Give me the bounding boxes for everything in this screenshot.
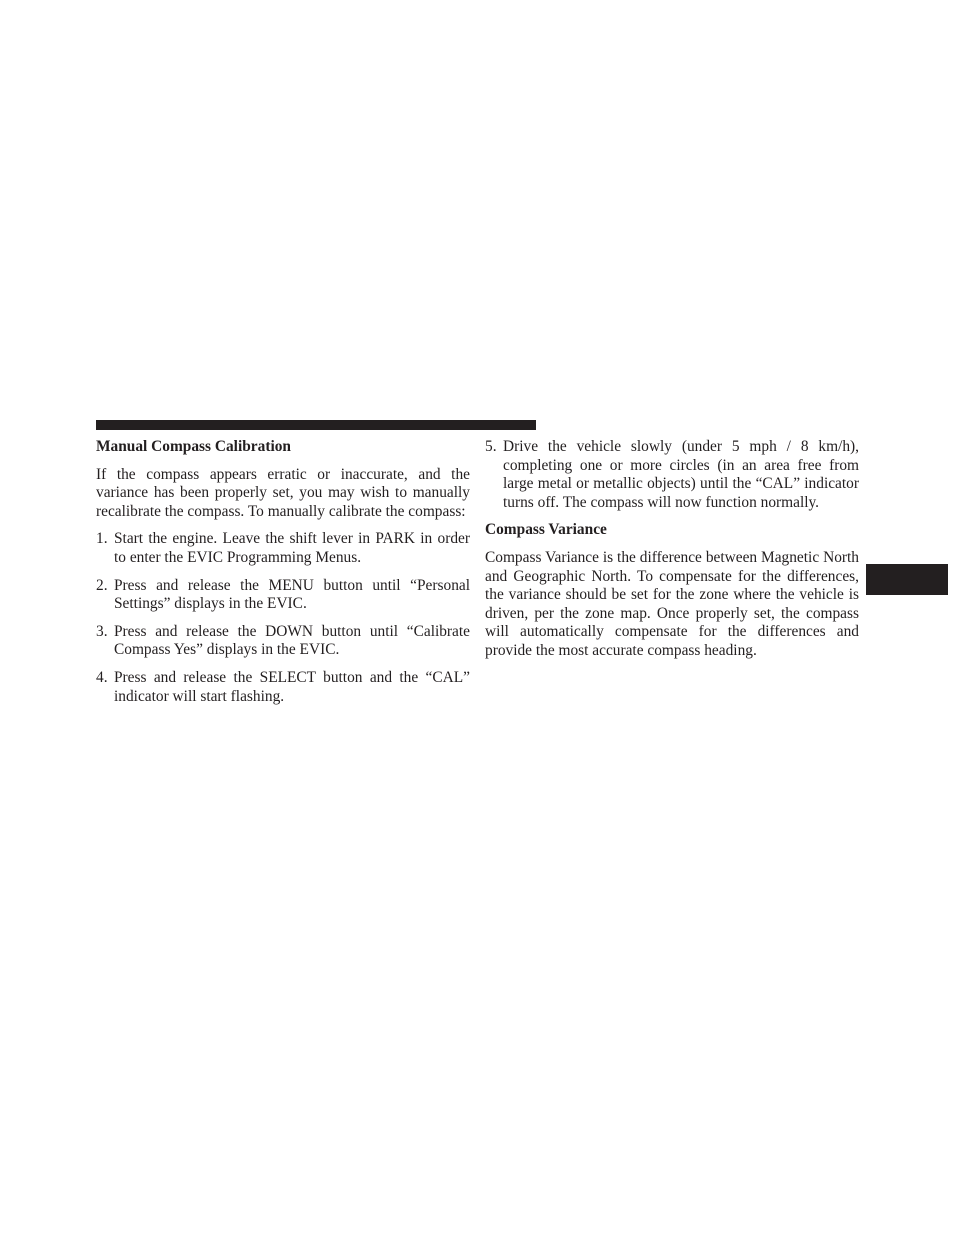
step-number: 5.	[485, 438, 497, 455]
step-item	[96, 669, 470, 706]
step-item	[485, 438, 859, 512]
step-text: Press and release the SELECT button and the “CAL” indicator will start flashing.	[114, 668, 470, 705]
right-column	[485, 438, 859, 670]
step-item	[96, 577, 470, 614]
step-item	[96, 623, 470, 660]
step-number: 4.	[96, 668, 108, 686]
manual-calibration-heading: Manual Compass Calibration	[96, 438, 291, 455]
step-number: 2.	[96, 576, 108, 594]
left-column	[96, 438, 470, 715]
step-number: 3.	[96, 622, 108, 640]
section-top-rule	[96, 420, 536, 430]
compass-variance-heading: Compass Variance	[485, 521, 607, 539]
chapter-side-tab	[866, 564, 948, 595]
manual-calibration-intro: If the compass appears erratic or inaccurate, and the variance has been properly set, you may wish to manually recalibrate the compass. To manually calibrate the compass:	[96, 465, 470, 520]
step-number: 1.	[96, 530, 108, 548]
step-text: Start the engine. Leave the shift lever in PARK in order to enter the EVIC Programming Menus.	[114, 530, 470, 566]
compass-variance-body: Compass Variance is the difference between Magnetic North and Geographic North. To compensate for the differences, the variance should be set for the zone where the vehicle is driven, per the zone map. Once properly set, the compass will automatically compensate for the differences and provide the most accurate compass heading.	[485, 548, 859, 659]
step-text: Press and release the MENU button until “Personal Settings” displays in the EVIC.	[114, 576, 470, 613]
step-text: Press and release the DOWN button until “Calibrate Compass Yes” displays in the EVIC.	[114, 622, 470, 659]
step-item	[96, 530, 470, 567]
step-text: Drive the vehicle slowly (under 5 mph / 8 km/h), completing one or more circles (in an area free from large metal or metallic objects) until the “CAL” indicator turns off. The compass will now function normally.	[503, 438, 859, 511]
